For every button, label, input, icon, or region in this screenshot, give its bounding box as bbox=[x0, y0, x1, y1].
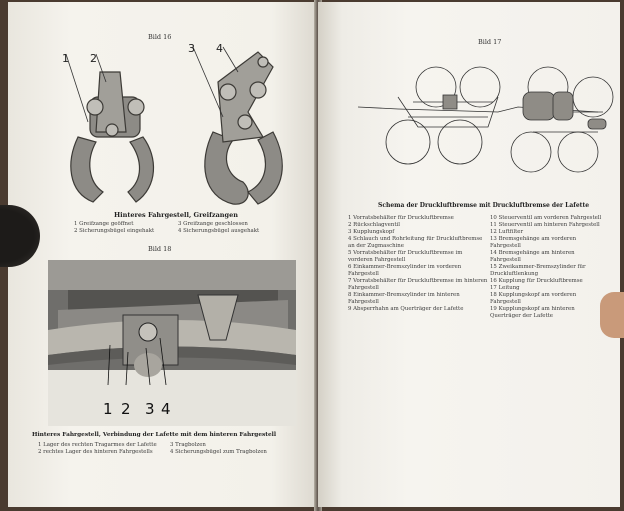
legend-item: 3 Tragbolzen bbox=[170, 442, 206, 448]
fig16-label-3: 3 bbox=[188, 42, 195, 55]
chassis-photo bbox=[48, 260, 296, 426]
fig16-legend-col2 bbox=[178, 221, 259, 235]
legend-item: 13 Bremsgehänge am vorderen Fahrgestell bbox=[490, 236, 577, 249]
legend-item: 4 Sicherungsbügel ausgehakt bbox=[178, 228, 260, 234]
legend-item: 11 Steuerventil am hinteren Fahrgestell bbox=[490, 222, 600, 228]
bild17-caption: Bild 17 bbox=[478, 38, 502, 46]
left-page bbox=[8, 2, 318, 507]
photo-label-1: 1 bbox=[103, 400, 113, 418]
legend-item: 16 Kupplung für Druckluftbremse bbox=[490, 278, 583, 284]
fig16-label-1: 1 bbox=[62, 52, 69, 65]
legend-item: 2 Sicherungsbügel eingehakt bbox=[74, 228, 155, 234]
legend-item: 5 Vorratsbehälter für Druckluftbremse im vorderen Fahrgestell bbox=[348, 250, 463, 263]
bild16-caption: Bild 16 bbox=[148, 33, 172, 41]
legend-item: 9 Absperrhahn am Querträger der Lafette bbox=[348, 306, 464, 312]
right-page bbox=[318, 2, 620, 507]
fig16-label-2: 2 bbox=[90, 52, 97, 65]
legend-item: 3 Kupplungskopf bbox=[348, 229, 395, 235]
legend-item: 3 Greifzange geschlossen bbox=[178, 221, 248, 227]
legend-item: 6 Einkammer-Bremszylinder im vorderen Fahrgestell bbox=[348, 264, 462, 277]
legend-item: 10 Steuerventil am vorderen Fahrgestell bbox=[490, 215, 602, 221]
legend-item: 12 Luftfilter bbox=[490, 229, 524, 235]
photo-label-2: 2 bbox=[121, 400, 131, 418]
legend-item: 17 Leitung bbox=[490, 285, 520, 291]
photo-legend-col1 bbox=[38, 442, 163, 456]
legend-item: 18 Kupplungskopf am vorderen Fahrgestell bbox=[490, 292, 577, 305]
legend-item: 2 Rückschlagventil bbox=[348, 222, 400, 228]
schema-legend-col1 bbox=[348, 215, 488, 313]
holding-thumb bbox=[600, 292, 624, 338]
photo-legend-col2 bbox=[170, 442, 310, 456]
brake-schematic bbox=[348, 57, 618, 187]
schema-legend-col2 bbox=[490, 215, 602, 320]
photo-label-4: 4 bbox=[161, 400, 171, 418]
legend-item: 14 Bremsgehänge am hinteren Fahrgestell bbox=[490, 250, 575, 263]
legend-item: 8 Einkammer-Bremszylinder im hinteren Fahrgestell bbox=[348, 292, 460, 305]
legend-item: 4 Schlauch und Rohrleitung für Druckluftbremse an der Zugmaschine bbox=[348, 236, 483, 249]
fig16-title: Hinteres Fahrgestell, Greifzangen bbox=[114, 211, 238, 219]
fig16-legend-col1 bbox=[74, 221, 154, 235]
photo-label-3: 3 bbox=[145, 400, 155, 418]
bild18-caption: Bild 18 bbox=[148, 245, 172, 253]
photo-title: Hinteres Fahrgestell, Verbindung der Lafette mit dem hinteren Fahrgestell bbox=[32, 432, 277, 438]
legend-item: 1 Greifzange geöffnet bbox=[74, 221, 134, 227]
legend-item: 2 rechtes Lager des hinteren Fahrgestells bbox=[38, 449, 153, 455]
legend-item: 15 Zweikammer-Bremszylinder für Druckluftlenkung bbox=[490, 264, 586, 277]
legend-item: 19 Kupplungskopf am hinteren Querträger der Lafette bbox=[490, 306, 575, 319]
legend-item: 1 Lager des rechten Tragarmes der Lafette bbox=[38, 442, 157, 448]
legend-item: 1 Vorratsbehälter für Druckluftbremse bbox=[348, 215, 454, 221]
tongs-illustration bbox=[48, 42, 298, 212]
schema-title: Schema der Druckluftbremse mit Druckluftbremse der Lafette bbox=[378, 202, 590, 209]
legend-item: 7 Vorratsbehälter für Druckluftbremse im hinteren Fahrgestell bbox=[348, 278, 488, 291]
fig16-label-4: 4 bbox=[216, 42, 223, 55]
legend-item: 4 Sicherungsbügel zum Tragbolzen bbox=[170, 449, 267, 455]
